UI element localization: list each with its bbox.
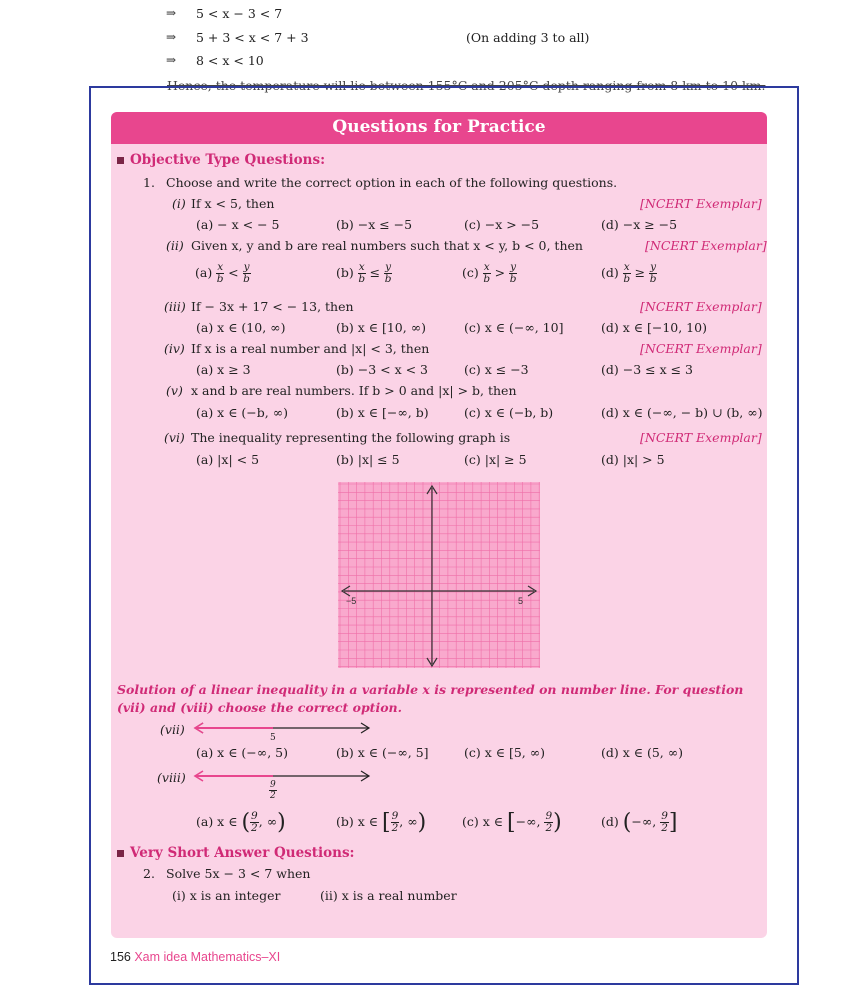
solution-note: (On adding 3 to all): [466, 30, 590, 45]
sub-stem: Given x, y and b are real numbers such that x < y, b < 0, then: [191, 238, 583, 253]
sub-label: (viii): [157, 770, 186, 785]
option: (d) −x ≥ −5: [601, 217, 678, 232]
option: (a) x ≥ 3: [196, 362, 251, 377]
number-line-viii: [193, 768, 371, 784]
option: (c) x ∈ (−b, b): [464, 405, 554, 420]
option: (d) x ∈ (−∞, − b) ∪ (b, ∞): [601, 405, 763, 420]
option-interval: (b) x ∈ [ $\frac{9}{2}$ , ∞): [336, 810, 427, 835]
question-number: 1.: [143, 175, 155, 190]
tick-label-pos: 5: [518, 596, 524, 606]
sub-label: (v): [166, 383, 183, 398]
option: (a) |x| < 5: [196, 452, 260, 467]
option: (a) x ∈ (−∞, 5): [196, 745, 288, 760]
bullet-square-icon: [117, 850, 124, 857]
option: (b) |x| ≤ 5: [336, 452, 400, 467]
option: (d) x ∈ (5, ∞): [601, 745, 684, 760]
solution-line-2: 5 + 3 < x < 7 + 3: [196, 30, 309, 45]
book-brand: Xam idea Mathematics–XI: [134, 950, 281, 964]
ncert-ref: [NCERT Exemplar]: [640, 196, 762, 211]
inequality-graph: [336, 480, 542, 670]
solution-line-3: 8 < x < 10: [196, 53, 264, 68]
page-footer: [110, 950, 280, 964]
option: (b) −3 < x < 3: [336, 362, 428, 377]
option: (c) −x > −5: [464, 217, 540, 232]
question-text: Solve 5x − 3 < 7 when: [166, 866, 311, 881]
option: (b) −x ≤ −5: [336, 217, 413, 232]
implies-icon: ⇒: [166, 30, 177, 44]
mark-fraction: $\frac{9}{2}$: [270, 780, 276, 801]
vsa-part: (ii) x is a real number: [320, 888, 457, 903]
tick-label-neg: −5: [346, 596, 357, 606]
page-number: 156: [110, 950, 131, 964]
sub-stem: The inequality representing the following graph is: [191, 430, 511, 445]
solution-line-1: 5 < x − 3 < 7: [196, 6, 283, 21]
sub-label: (iv): [164, 341, 185, 356]
sub-stem: If − 3x + 17 < − 13, then: [191, 299, 354, 314]
question-text: Choose and write the correct option in each of the following questions.: [166, 175, 618, 190]
option: (c) x ∈ (−∞, 10]: [464, 320, 564, 335]
option-fraction: (c) $\frac{x}{b}$ > $\frac{y}{b}$: [462, 261, 517, 285]
ncert-ref: [NCERT Exemplar]: [640, 430, 762, 445]
sub-label: (ii): [166, 238, 184, 253]
sub-label: (vii): [160, 722, 185, 737]
ncert-ref: [NCERT Exemplar]: [640, 299, 762, 314]
option: (b) x ∈ [10, ∞): [336, 320, 426, 335]
option: (d) x ∈ [−10, 10): [601, 320, 707, 335]
question-number: 2.: [143, 866, 155, 881]
option: (d) −3 ≤ x ≤ 3: [601, 362, 693, 377]
option: (a) x ∈ (−b, ∞): [196, 405, 289, 420]
sub-stem: x and b are real numbers. If b > 0 and |x| > b, then: [191, 383, 517, 398]
option: (a) − x < − 5: [196, 217, 280, 232]
sub-stem: If x < 5, then: [191, 196, 275, 211]
bullet-square-icon: [117, 157, 124, 164]
ncert-ref: [NCERT Exemplar]: [645, 238, 767, 253]
sub-stem: If x is a real number and |x| < 3, then: [191, 341, 430, 356]
option: (a) x ∈ (10, ∞): [196, 320, 286, 335]
implies-icon: ⇒: [166, 6, 177, 20]
option-fraction: (a) $\frac{x}{b}$ < $\frac{y}{b}$: [195, 261, 250, 285]
option: (b) x ∈ [−∞, b): [336, 405, 429, 420]
objective-heading: Objective Type Questions:: [117, 152, 325, 168]
number-line-vii: [193, 720, 371, 736]
option-fraction: (d) $\frac{x}{b}$ ≥ $\frac{y}{b}$: [601, 261, 657, 285]
vsa-heading: Very Short Answer Questions:: [117, 845, 355, 861]
implies-icon: ⇒: [166, 53, 177, 67]
vsa-part: (i) x is an integer: [172, 888, 281, 903]
option-interval: (c) x ∈ [−∞, $\frac{9}{2}$ ): [462, 810, 562, 835]
mark-label: 5: [270, 733, 276, 743]
option: (c) |x| ≥ 5: [464, 452, 527, 467]
option: (d) |x| > 5: [601, 452, 665, 467]
sub-label: (vi): [164, 430, 185, 445]
practice-title: Questions for Practice: [332, 117, 546, 137]
option: (b) x ∈ (−∞, 5]: [336, 745, 429, 760]
option-interval: (a) x ∈ ( $\frac{9}{2}$ , ∞): [196, 810, 286, 835]
ncert-ref: [NCERT Exemplar]: [640, 341, 762, 356]
sub-label: (i): [172, 196, 186, 211]
option: (c) x ∈ [5, ∞): [464, 745, 546, 760]
sub-label: (iii): [164, 299, 186, 314]
option-interval: (d) (−∞, $\frac{9}{2}$ ]: [601, 810, 678, 835]
numberline-note: Solution of a linear inequality in a variable x is represented on number line. For question (vii) and (viii) choose the correct option.: [117, 682, 744, 715]
option: (c) x ≤ −3: [464, 362, 529, 377]
cut-off-conclusion: Hence, the temperature will lie between 155°C and 205°C depth ranging from 8 km to 10 km.: [167, 78, 766, 93]
option-fraction: (b) $\frac{x}{b}$ ≤ $\frac{y}{b}$: [336, 261, 392, 285]
